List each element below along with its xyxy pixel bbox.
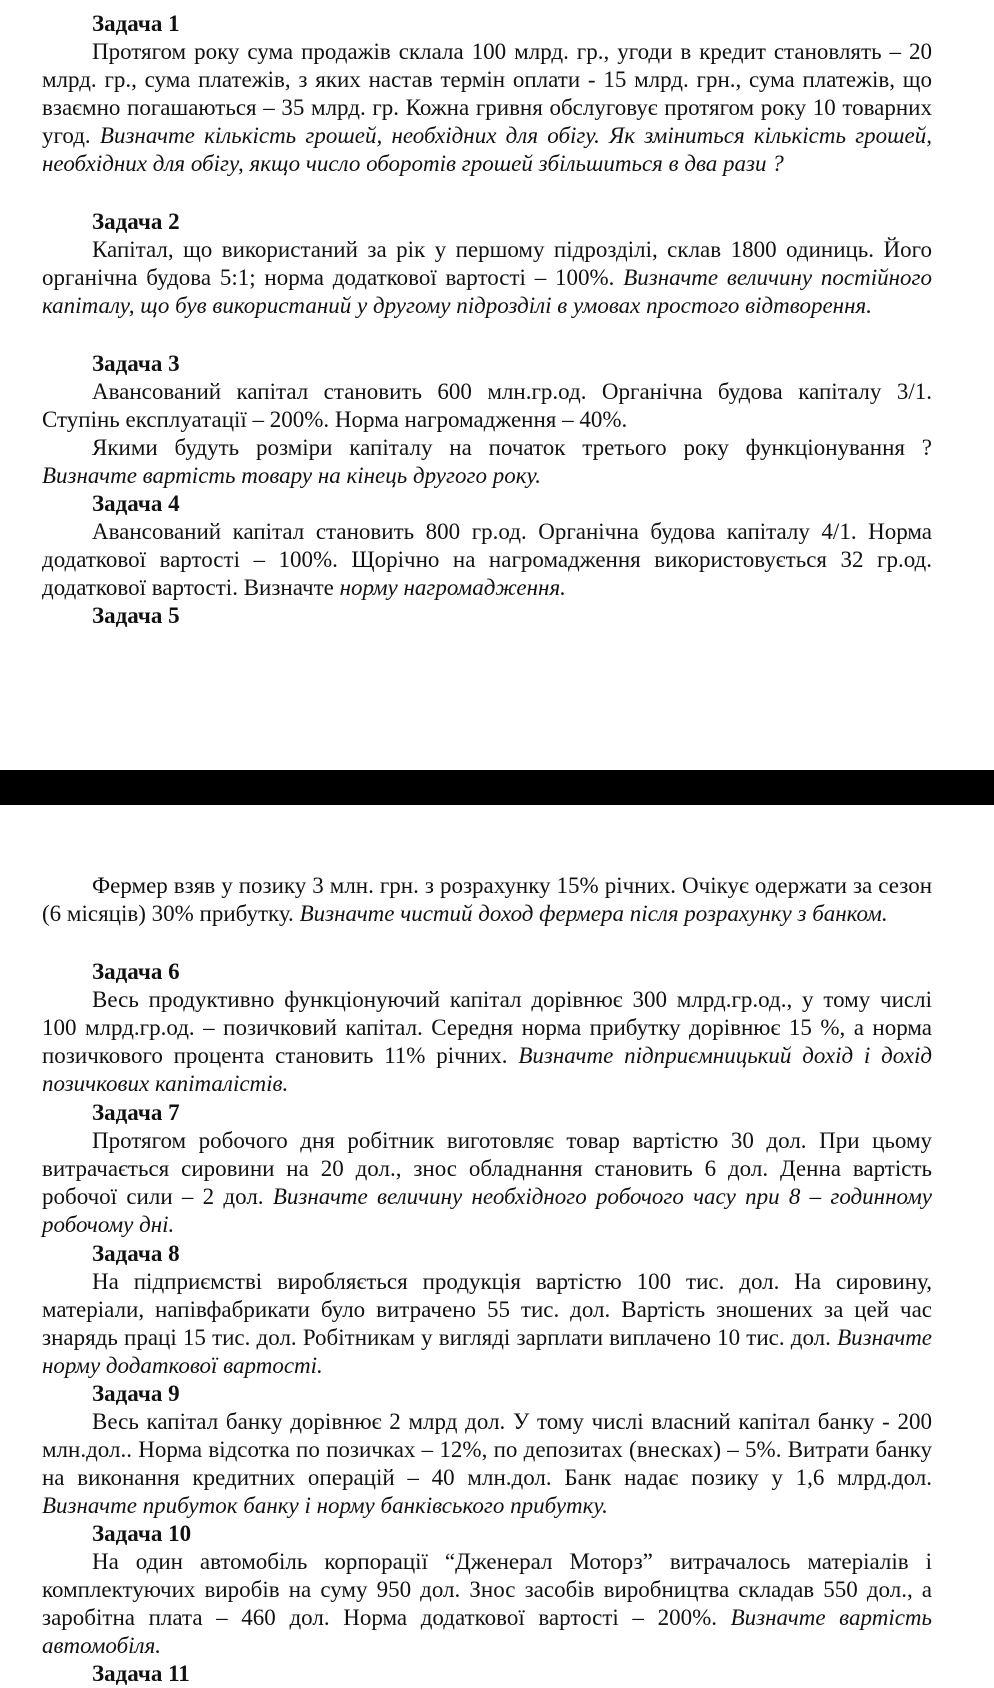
task-1-title: Задача 1	[92, 11, 180, 36]
task-4	[42, 490, 932, 602]
task-2-title: Задача 2	[92, 209, 180, 234]
task-6-question: Визначте підприємницький дохід і дохід позичкових капіталістів.	[42, 1043, 932, 1096]
task-4-text: Авансований капітал становить 800 гр.од. Органічна будова капіталу 4/1. Норма додаткової вартості – 100%. Щорічно на нагромадження використовується 32 гр.од. додаткової вартості. Визначте	[42, 519, 932, 600]
task-3-text: Авансований капітал становить 600 млн.гр.од. Органічна будова капіталу 3/1. Ступінь експлуатації – 200%. Норма нагромадження – 40%.	[42, 379, 932, 432]
task-5-title: Задача 5	[92, 603, 180, 628]
task-8-body	[42, 1268, 932, 1380]
task-5-continued	[42, 872, 932, 928]
task-3-title: Задача 3	[92, 351, 180, 376]
task-4-question: норму нагромадження.	[339, 575, 566, 600]
task-10-text: На один автомобіль корпорації “Дженерал Моторз” витрачалось матеріалів і комплектуючих виробів на суму 950 дол. Знос засобів виробництва складав 550 дол., а заробітна плата – 460 дол. Норма додаткової вартості – 200%.	[42, 1549, 932, 1630]
task-7	[42, 1099, 932, 1239]
task-7-title: Задача 7	[92, 1100, 180, 1125]
bottom-page	[0, 805, 994, 1686]
task-3-body-2	[42, 434, 932, 490]
task-9	[42, 1380, 932, 1520]
task-1	[42, 10, 932, 178]
task-2	[42, 208, 932, 320]
task-5-body	[42, 872, 932, 928]
task-7-text: Протягом робочого дня робітник виготовляє товар вартістю 30 дол. При цьому витрачається сировини на 20 дол., знос обладнання становить 6 дол. Денна вартість робочої сили – 2 дол.	[42, 1128, 932, 1209]
task-8	[42, 1240, 932, 1380]
task-8-title: Задача 8	[92, 1241, 180, 1266]
task-1-body	[42, 38, 932, 178]
task-9-question: Визначте прибуток банку і норму банківського прибутку.	[42, 1493, 608, 1518]
task-7-question: Визначте величину необхідного робочого часу при 8 – годинному робочому дні.	[42, 1184, 933, 1237]
task-6-title: Задача 6	[92, 959, 180, 984]
task-3-text-2: Якими будуть розміри капіталу на початок третього року функціонування ?	[92, 435, 932, 460]
task-3	[42, 350, 932, 490]
task-5-text: Фермер взяв у позику 3 млн. грн. з розрахунку 15% річних. Очікує одержати за сезон (6 місяців) 30% прибутку.	[42, 873, 932, 926]
task-8-text: На підприємстві виробляється продукція вартістю 100 тис. дол. На сировину, матеріали, напівфабрикати було витрачено 55 тис. дол. Вартість зношених за цей час знарядь праці 15 тис. дол. Робітникам у вигляді зарплати виплачено 10 тис. дол.	[42, 1269, 932, 1350]
page-divider	[0, 770, 994, 805]
task-7-body	[42, 1127, 932, 1239]
top-page	[0, 0, 994, 770]
task-5-question: Визначте чистий доход фермера після розрахунку з банком.	[299, 901, 888, 926]
task-2-question: Визначте величину постійного капіталу, що був використаний у другому підрозділі в умовах простого відтворення.	[42, 265, 932, 318]
task-10-question: Визначте вартість автомобіля.	[42, 1605, 932, 1658]
task-10-title: Задача 10	[92, 1521, 192, 1546]
task-1-text: Протягом року сума продажів склала 100 млрд. гр., угоди в кредит становлять – 20 млрд. гр., сума платежів, з яких настав термін оплати - 15 млрд. грн., сума платежів, що взаємно погашаються – 35 млрд. гр. Кожна гривня обслуговує протягом року 10 товарних угод.	[42, 39, 932, 148]
task-6-text: Весь продуктивно функціонуючий капітал дорівнює 300 млрд.гр.од., у тому числі 100 млрд.гр.од. – позичковий капітал. Середня норма прибутку дорівнює 15 %, а норма позичкового процента становить 11% річних.	[42, 987, 932, 1068]
task-6	[42, 958, 932, 1098]
task-4-body	[42, 518, 932, 602]
task-11-title: Задача 11	[92, 1661, 190, 1686]
task-3-question: Визначте вартість товару на кінець другого року.	[42, 463, 541, 488]
task-9-title: Задача 9	[92, 1381, 180, 1406]
task-2-text: Капітал, що використаний за рік у першому підрозділі, склав 1800 одиниць. Його органічна будова 5:1; норма додаткової вартості – 100%.	[42, 237, 932, 290]
task-1-question: Визначте кількість грошей, необхідних для обігу. Як зміниться кількість грошей, необхідних для обігу, якщо число оборотів грошей збільшиться в два рази ?	[42, 123, 933, 176]
task-2-body	[42, 236, 932, 320]
task-4-title: Задача 4	[92, 491, 180, 516]
task-9-text: Весь капітал банку дорівнює 2 млрд дол. У тому числі власний капітал банку - 200 млн.дол.. Норма відсотка по позичках – 12%, по депозитах (внесках) – 5%. Витрати банку на виконання кредитних операцій – 40 млн.дол. Банк надає позику у 1,6 млрд.дол.	[42, 1409, 932, 1490]
task-8-question: Визначте норму додаткової вартості.	[42, 1325, 933, 1378]
task-10-body	[42, 1548, 932, 1660]
task-6-body	[42, 986, 932, 1098]
task-9-body	[42, 1408, 932, 1520]
task-5	[42, 602, 932, 630]
task-10	[42, 1520, 932, 1660]
task-11-cut	[42, 1660, 932, 1686]
